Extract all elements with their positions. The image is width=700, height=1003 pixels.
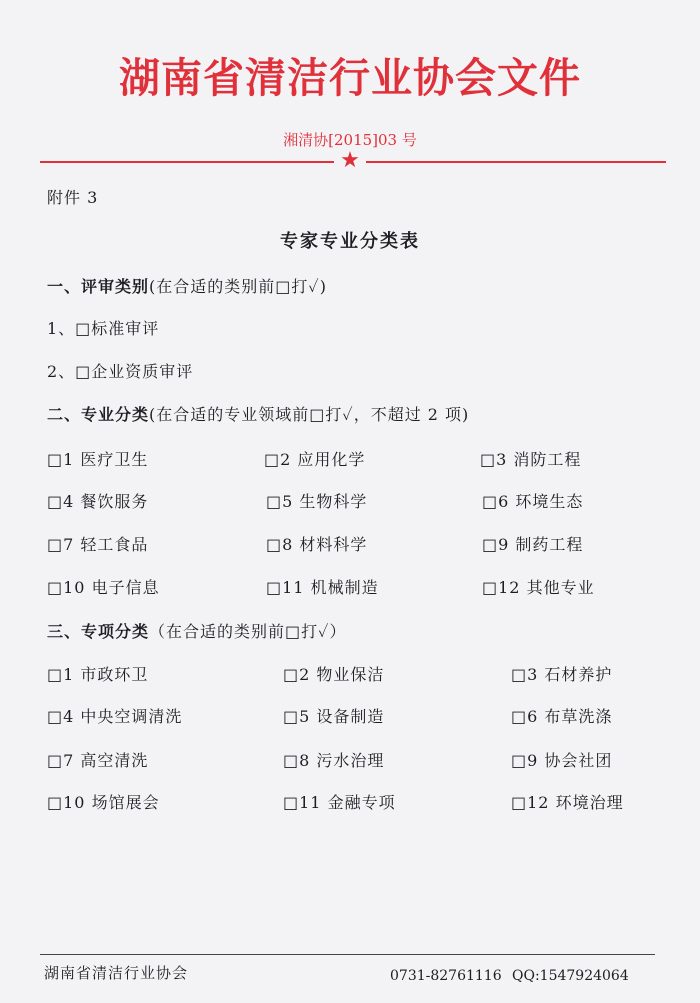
special-option-6[interactable]: □6 布草洗涤 [511, 707, 613, 726]
section-1-note: (在合适的类别前□打✓) [149, 277, 327, 296]
document-number: 湘清协[2015]03 号 [283, 131, 417, 149]
major-option-2[interactable]: □2 应用化学 [264, 450, 366, 469]
attachment-label: 附件 3 [47, 188, 99, 207]
red-divider-right [366, 161, 666, 163]
special-option-8[interactable]: □8 污水治理 [283, 751, 385, 770]
special-option-12[interactable]: □12 环境治理 [511, 793, 624, 812]
major-option-1[interactable]: □1 医疗卫生 [47, 450, 149, 469]
section-1-heading [47, 277, 327, 297]
section-2-heading [47, 405, 469, 425]
special-option-5[interactable]: □5 设备制造 [283, 707, 385, 726]
footer-qq: QQ:1547924064 [512, 968, 629, 984]
review-option-standard[interactable]: 1、□标准审评 [47, 319, 160, 338]
special-option-7[interactable]: □7 高空清洗 [47, 751, 149, 770]
section-2-title: 二、专业分类 [47, 405, 150, 424]
major-option-5[interactable]: □5 生物科学 [266, 492, 368, 511]
section-3-title: 三、专项分类 [47, 622, 150, 641]
special-option-2[interactable]: □2 物业保洁 [283, 665, 385, 684]
major-option-8[interactable]: □8 材料科学 [266, 535, 368, 554]
footer-organization: 湖南省清洁行业协会 [44, 964, 189, 982]
star-icon: ★ [340, 148, 360, 173]
special-option-11[interactable]: □11 金融专项 [283, 793, 396, 812]
review-option-enterprise[interactable]: 2、□企业资质审评 [47, 362, 194, 381]
special-option-10[interactable]: □10 场馆展会 [47, 793, 160, 812]
major-option-3[interactable]: □3 消防工程 [480, 450, 582, 469]
red-divider-left [40, 161, 334, 163]
major-option-4[interactable]: □4 餐饮服务 [47, 492, 149, 511]
major-option-10[interactable]: □10 电子信息 [47, 578, 160, 597]
document-title: 湖南省清洁行业协会文件 [119, 54, 581, 102]
major-option-11[interactable]: □11 机械制造 [266, 578, 379, 597]
table-title: 专家专业分类表 [280, 231, 420, 252]
major-option-12[interactable]: □12 其他专业 [482, 578, 595, 597]
footer-divider [40, 954, 655, 955]
section-3-heading [47, 622, 346, 642]
major-option-6[interactable]: □6 环境生态 [482, 492, 584, 511]
special-option-3[interactable]: □3 石材养护 [511, 665, 613, 684]
section-2-note: (在合适的专业领域前□打✓，不超过 2 项) [149, 405, 470, 424]
footer-phone: 0731-82761116 [390, 968, 502, 984]
section-3-note: （在合适的类别前□打✓） [149, 622, 347, 641]
special-option-9[interactable]: □9 协会社团 [511, 751, 613, 770]
special-option-1[interactable]: □1 市政环卫 [47, 665, 149, 684]
section-1-title: 一、评审类别 [47, 277, 150, 296]
special-option-4[interactable]: □4 中央空调清洗 [47, 707, 183, 726]
major-option-9[interactable]: □9 制药工程 [482, 535, 584, 554]
major-option-7[interactable]: □7 轻工食品 [47, 535, 149, 554]
